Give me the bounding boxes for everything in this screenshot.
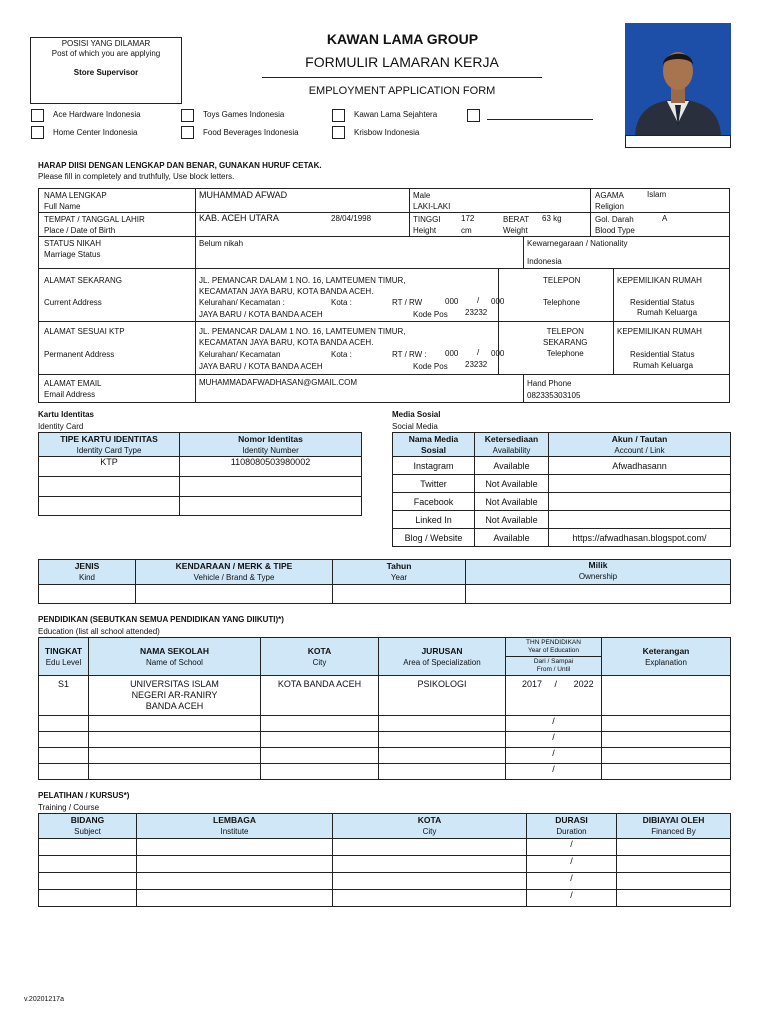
training-col-institute: LEMBAGA Institute xyxy=(137,814,333,839)
phone-label: TELEPON xyxy=(543,276,581,285)
training-cell[interactable] xyxy=(333,856,527,873)
instructions-en: Please fill in completely and truthfully, Use block letters. xyxy=(38,172,235,181)
birth-date[interactable]: 28/04/1998 xyxy=(331,214,372,223)
edu-cell[interactable] xyxy=(602,732,731,748)
social-title-en: Social Media xyxy=(392,422,438,431)
edu-cell[interactable] xyxy=(379,716,506,732)
training-duration-slash[interactable]: / xyxy=(527,856,617,873)
identity-table xyxy=(38,432,362,516)
position-box xyxy=(30,37,182,104)
training-duration-slash[interactable]: / xyxy=(527,839,617,856)
social-col-name: Nama Media Sosial xyxy=(393,433,475,457)
company-krisbow: Krisbow Indonesia xyxy=(354,128,420,137)
blood-label: Gol. Darah Blood Type xyxy=(595,215,635,235)
current-address[interactable]: JL. PEMANCAR DALAM 1 NO. 16, LAMTEUMEN TIMUR, KECAMATAN JAYA BARU, KOTA BANDA ACEH. xyxy=(199,276,406,296)
edu-year-slash: / xyxy=(554,679,558,689)
edu-col-year: THN PENDIDIKAN Year of Education Dari / Sampai From / Until xyxy=(506,638,602,676)
vehicle-cell[interactable] xyxy=(466,585,731,604)
col-divider xyxy=(409,188,410,236)
col-divider xyxy=(195,188,196,403)
name-label: NAMA LENGKAP Full Name xyxy=(44,191,107,211)
marital-label: STATUS NIKAH Marriage Status xyxy=(44,239,102,259)
kota-label: Kota : xyxy=(331,298,352,307)
form-title: FORMULIR LAMARAN KERJA xyxy=(305,54,499,70)
ktp-kodepos[interactable]: 23232 xyxy=(465,360,488,369)
ktp-address-label: ALAMAT SESUAI KTP xyxy=(44,327,125,336)
training-cell[interactable] xyxy=(39,890,137,907)
training-duration-slash[interactable]: / xyxy=(527,873,617,890)
vehicle-col-ownership: Milik Ownership xyxy=(466,560,731,585)
checkbox-ace[interactable] xyxy=(31,109,44,122)
vehicle-cell[interactable] xyxy=(39,585,136,604)
birth-label: TEMPAT / TANGGAL LAHIR Place / Date of Birth xyxy=(44,215,145,235)
edu-cell[interactable] xyxy=(89,748,261,764)
kelurahan[interactable]: JAYA BARU / KOTA BANDA ACEH xyxy=(199,310,323,319)
identity-type[interactable]: KTP xyxy=(39,457,180,477)
social-availability[interactable]: Not Available xyxy=(475,475,549,493)
ktp-kel-label: Kelurahan/ Kecamatan xyxy=(199,350,281,359)
position-value[interactable]: Store Supervisor xyxy=(73,68,139,77)
nationality-label: Kewarnegaraan / Nationality xyxy=(527,239,628,248)
training-cell[interactable] xyxy=(39,839,137,856)
training-title: PELATIHAN / KURSUS*) xyxy=(38,791,130,800)
training-cell[interactable] xyxy=(617,890,731,907)
email-label: ALAMAT EMAIL Email Address xyxy=(44,379,102,399)
version: v.20201217a xyxy=(24,996,64,1003)
other-company-line[interactable] xyxy=(487,119,593,120)
edu-col-major: JURUSAN Area of Specialization xyxy=(379,638,506,676)
training-cell[interactable] xyxy=(333,873,527,890)
edu-years[interactable] xyxy=(506,676,602,716)
rtrw-slash: / xyxy=(477,296,480,305)
vehicle-col-kind: JENIS Kind xyxy=(39,560,136,585)
height[interactable]: 172 xyxy=(461,214,475,223)
training-cell[interactable] xyxy=(617,856,731,873)
identity-cell[interactable] xyxy=(39,477,180,497)
edu-year-slash[interactable]: / xyxy=(506,716,602,732)
social-table xyxy=(392,432,731,547)
current-address-label-en: Current Address xyxy=(44,298,102,307)
training-table xyxy=(38,813,731,907)
weight[interactable]: 63 kg xyxy=(542,214,562,223)
edu-cell[interactable] xyxy=(602,716,731,732)
vehicle-col-year: Tahun Year xyxy=(333,560,466,585)
marital-status[interactable]: Belum nikah xyxy=(199,239,244,248)
company-homecenter: Home Center Indonesia xyxy=(53,128,138,137)
company-name: KAWAN LAMA GROUP xyxy=(326,31,479,47)
social-name: Blog / Website xyxy=(393,529,475,547)
edu-cell[interactable] xyxy=(89,732,261,748)
company-food: Food Beverages Indonesia xyxy=(203,128,299,137)
training-cell[interactable] xyxy=(333,839,527,856)
social-availability[interactable]: Not Available xyxy=(475,493,549,511)
phone-label-en: Telephone xyxy=(543,298,580,307)
edu-cell[interactable] xyxy=(602,764,731,780)
checkbox-food[interactable] xyxy=(181,126,194,139)
edu-explanation[interactable] xyxy=(602,676,731,716)
birth-place[interactable]: KAB. ACEH UTARA xyxy=(199,213,279,223)
training-cell[interactable] xyxy=(137,890,333,907)
position-label-en: Post of which you are applying xyxy=(51,49,161,58)
edu-year-slash[interactable]: / xyxy=(506,732,602,748)
training-col-financed: DIBIAYAI OLEH Financed By xyxy=(617,814,731,839)
photo-caption-box xyxy=(625,135,731,148)
edu-to[interactable]: 2022 xyxy=(573,679,594,689)
full-name[interactable]: MUHAMMAD AFWAD xyxy=(199,190,288,200)
edu-from[interactable]: 2017 xyxy=(522,679,543,689)
handphone[interactable]: 082335303105 xyxy=(527,391,581,400)
social-link[interactable]: Afwadhasann xyxy=(549,457,731,475)
checkbox-homecenter[interactable] xyxy=(31,126,44,139)
ktp-phone-label: TELEPON SEKARANG Telephone xyxy=(543,327,588,358)
ktp-address[interactable]: JL. PEMANCAR DALAM 1 NO. 16, LAMTEUMEN TIMUR, KECAMATAN JAYA BARU, KOTA BANDA ACEH. xyxy=(199,327,406,347)
title-underline xyxy=(262,77,542,78)
row-divider xyxy=(38,268,730,269)
row-divider xyxy=(38,236,730,237)
edu-level[interactable]: S1 xyxy=(39,676,89,716)
training-duration-slash[interactable]: / xyxy=(527,890,617,907)
applicant-photo xyxy=(625,23,731,135)
ktp-address-label-en: Permanent Address xyxy=(44,350,115,359)
training-cell[interactable] xyxy=(333,890,527,907)
identity-col-number: Nomor Identitas Identity Number xyxy=(180,433,362,457)
edu-cell[interactable] xyxy=(39,764,89,780)
vehicle-col-brand: KENDARAAN / MERK & TIPE Vehicle / Brand & Type xyxy=(136,560,333,585)
identity-title: Kartu Identitas xyxy=(38,410,95,419)
social-name: Instagram xyxy=(393,457,475,475)
height-label: TINGGI Height xyxy=(413,215,441,235)
ktp-residence-status[interactable]: Rumah Keluarga xyxy=(633,361,694,370)
training-cell[interactable] xyxy=(137,839,333,856)
social-col-account: Akun / Tautan Account / Link xyxy=(549,433,731,457)
training-col-duration: DURASI Duration xyxy=(527,814,617,839)
edu-cell[interactable] xyxy=(379,764,506,780)
vehicle-cell[interactable] xyxy=(136,585,333,604)
identity-cell[interactable] xyxy=(180,477,362,497)
vehicle-table xyxy=(38,559,731,604)
company-kawanlama: Kawan Lama Sejahtera xyxy=(354,110,438,119)
rtrw-label: RT / RW xyxy=(392,298,423,307)
kodepos-label: Kode Pos xyxy=(413,310,448,319)
edu-cell[interactable] xyxy=(89,764,261,780)
edu-cell[interactable] xyxy=(379,748,506,764)
identity-number[interactable]: 1108080503980002 xyxy=(180,457,362,477)
training-title-en: Training / Course xyxy=(38,803,100,812)
weight-label: BERAT Weight xyxy=(503,215,530,235)
training-cell[interactable] xyxy=(137,873,333,890)
col-divider xyxy=(523,236,524,268)
social-link[interactable] xyxy=(549,475,731,493)
handphone-label: Hand Phone xyxy=(527,379,572,388)
ktp-kodepos-label: Kode Pos xyxy=(413,362,448,371)
residence-label-en: Residential Status xyxy=(630,298,695,307)
edu-col-city: KOTA City xyxy=(261,638,379,676)
edu-cell[interactable] xyxy=(39,748,89,764)
ktp-residence-label: KEPEMILIKAN RUMAH xyxy=(617,327,702,336)
edu-cell[interactable] xyxy=(261,732,379,748)
col-divider xyxy=(613,268,614,374)
row-divider xyxy=(38,321,730,322)
social-title: Media Sosial xyxy=(392,410,441,419)
ktp-rtrw-slash: / xyxy=(477,348,480,357)
education-title: PENDIDIKAN (SEBUTKAN SEMUA PENDIDIKAN YANG DIIKUTI)*) xyxy=(38,615,284,624)
company-ace: Ace Hardware Indonesia xyxy=(53,110,141,119)
social-availability[interactable]: Available xyxy=(475,529,549,547)
ktp-rt[interactable]: 000 xyxy=(445,349,459,358)
edu-cell[interactable] xyxy=(89,716,261,732)
edu-col-explanation: Keterangan Explanation xyxy=(602,638,731,676)
col-divider xyxy=(590,188,591,236)
checkbox-toys[interactable] xyxy=(181,109,194,122)
identity-cell[interactable] xyxy=(180,497,362,516)
row-divider xyxy=(38,212,730,213)
checkbox-krisbow[interactable] xyxy=(332,126,345,139)
social-link[interactable] xyxy=(549,493,731,511)
checkbox-other[interactable] xyxy=(467,109,480,122)
checkbox-kawanlama[interactable] xyxy=(332,109,345,122)
edu-school[interactable]: UNIVERSITAS ISLAM NEGERI AR-RANIRY BANDA ACEH xyxy=(89,676,261,716)
training-cell[interactable] xyxy=(617,839,731,856)
current-address-label: ALAMAT SEKARANG xyxy=(44,276,122,285)
education-table xyxy=(38,637,731,780)
instructions: HARAP DIISI DENGAN LENGKAP DAN BENAR, GUNAKAN HURUF CETAK. xyxy=(38,161,322,170)
residence-status[interactable]: Rumah Keluarga xyxy=(637,308,698,317)
edu-cell[interactable] xyxy=(602,748,731,764)
identity-cell[interactable] xyxy=(39,497,180,516)
residence-label: KEPEMILIKAN RUMAH xyxy=(617,276,702,285)
row-divider xyxy=(38,374,730,375)
social-col-availability: Ketersediaan Availability xyxy=(475,433,549,457)
email[interactable]: MUHAMMADAFWADHASAN@GMAIL.COM xyxy=(199,378,358,387)
edu-year-slash[interactable]: / xyxy=(506,764,602,780)
training-col-city: KOTA City xyxy=(333,814,527,839)
religion-label: AGAMA Religion xyxy=(595,191,624,211)
training-cell[interactable] xyxy=(39,873,137,890)
training-cell[interactable] xyxy=(39,856,137,873)
edu-year-slash[interactable]: / xyxy=(506,748,602,764)
nationality[interactable]: Indonesia xyxy=(527,257,562,266)
social-link[interactable]: https://afwadhasan.blogspot.com/ xyxy=(549,529,731,547)
form-title-en: EMPLOYMENT APPLICATION FORM xyxy=(308,85,496,97)
edu-cell[interactable] xyxy=(261,716,379,732)
blood-type[interactable]: A xyxy=(662,214,668,223)
social-name: Linked In xyxy=(393,511,475,529)
kodepos[interactable]: 23232 xyxy=(465,308,488,317)
position-label: POSISI YANG DILAMAR xyxy=(61,39,151,48)
identity-col-type: TIPE KARTU IDENTITAS Identity Card Type xyxy=(39,433,180,457)
edu-col-school: NAMA SEKOLAH Name of School xyxy=(89,638,261,676)
ktp-kota-label: Kota : xyxy=(331,350,352,359)
edu-cell[interactable] xyxy=(261,748,379,764)
ktp-kelurahan[interactable]: JAYA BARU / KOTA BANDA ACEH xyxy=(199,362,323,371)
social-link[interactable] xyxy=(549,511,731,529)
edu-cell[interactable] xyxy=(39,732,89,748)
col-divider xyxy=(523,374,524,403)
ktp-rtrw-label: RT / RW : xyxy=(392,350,427,359)
rw[interactable]: 000 xyxy=(491,297,505,306)
ktp-residence-label-en: Residential Status xyxy=(630,350,695,359)
identity-title-en: Identity Card xyxy=(38,422,84,431)
social-availability[interactable]: Available xyxy=(475,457,549,475)
edu-city[interactable]: KOTA BANDA ACEH xyxy=(261,676,379,716)
training-col-subject: BIDANG Subject xyxy=(39,814,137,839)
edu-cell[interactable] xyxy=(39,716,89,732)
vehicle-cell[interactable] xyxy=(333,585,466,604)
training-cell[interactable] xyxy=(137,856,333,873)
edu-col-level: TINGKAT Edu Level xyxy=(39,638,89,676)
edu-major[interactable]: PSIKOLOGI xyxy=(379,676,506,716)
social-name: Facebook xyxy=(393,493,475,511)
edu-cell[interactable] xyxy=(261,764,379,780)
ktp-rw[interactable]: 000 xyxy=(491,349,505,358)
training-cell[interactable] xyxy=(617,873,731,890)
kel-label: Kelurahan/ Kecamatan : xyxy=(199,298,285,307)
social-availability[interactable]: Not Available xyxy=(475,511,549,529)
social-name: Twitter xyxy=(393,475,475,493)
gender[interactable]: Male LAKI-LAKI xyxy=(413,191,451,211)
religion[interactable]: Islam xyxy=(647,190,667,199)
education-title-en: Education (list all school attended) xyxy=(38,627,160,636)
rt[interactable]: 000 xyxy=(445,297,459,306)
edu-cell[interactable] xyxy=(379,732,506,748)
company-toys: Toys Games Indonesia xyxy=(203,110,285,119)
height-unit: cm xyxy=(461,226,472,235)
